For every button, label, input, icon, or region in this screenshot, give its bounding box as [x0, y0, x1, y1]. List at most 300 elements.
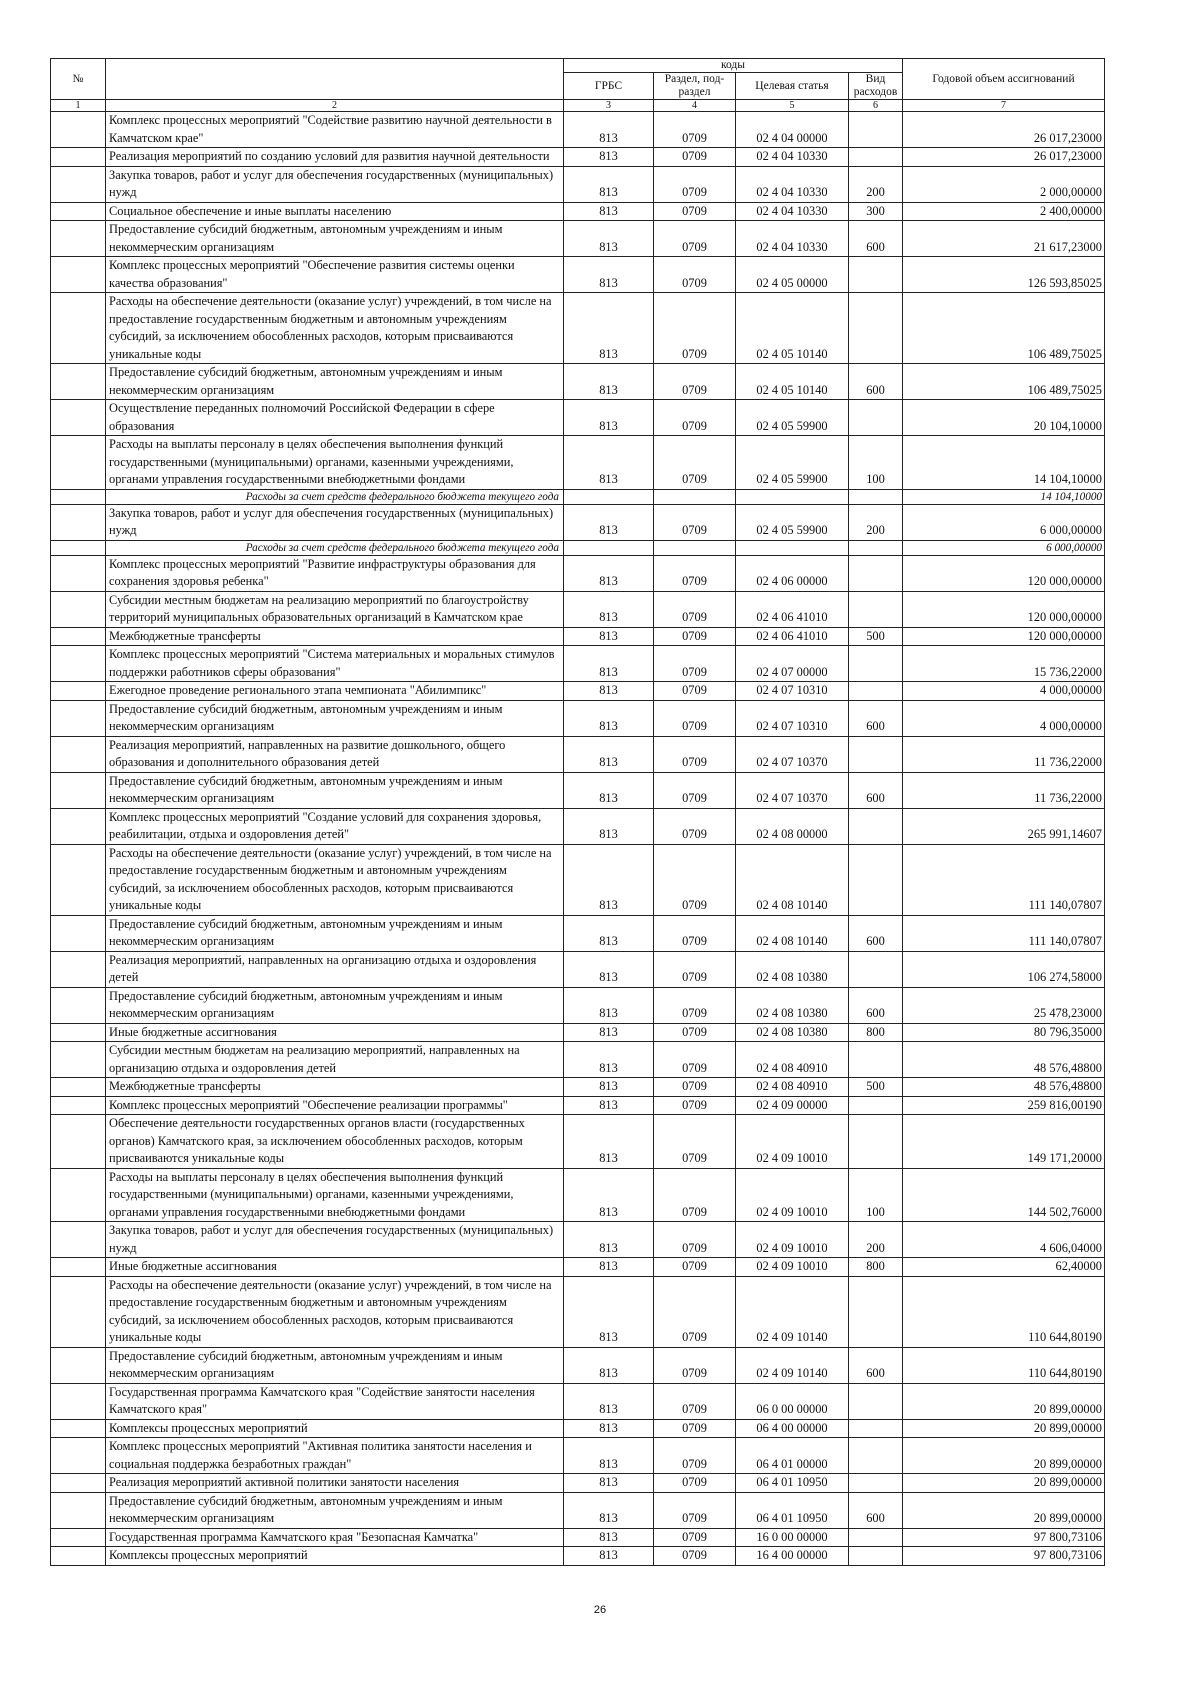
header-celevaya: Целевая статья [736, 73, 849, 100]
table-row [51, 1258, 1105, 1277]
cell-grbs: 813 [564, 646, 654, 682]
cell-num [51, 627, 106, 646]
cell-amount: 4 000,00000 [903, 682, 1105, 701]
cell-amount: 11 736,22000 [903, 736, 1105, 772]
cell-grbs: 813 [564, 1023, 654, 1042]
cell-celevaya-statya: 02 4 06 00000 [736, 555, 849, 591]
cell-amount: 26 017,23000 [903, 148, 1105, 167]
cell-grbs: 813 [564, 1078, 654, 1097]
cell-amount: 2 000,00000 [903, 166, 1105, 202]
cell-vid-rashodov: 100 [849, 1168, 903, 1222]
cell-num [51, 987, 106, 1023]
cell-razdel: 0709 [654, 1383, 736, 1419]
header-amount: Годовой объем ассигнований [903, 59, 1105, 100]
cell-celevaya-statya: 02 4 05 10140 [736, 364, 849, 400]
cell-grbs: 813 [564, 364, 654, 400]
cell-razdel: 0709 [654, 1023, 736, 1042]
cell-vid-rashodov: 500 [849, 627, 903, 646]
cell-amount: 259 816,00190 [903, 1096, 1105, 1115]
cell-name: Предоставление субсидий бюджетным, автономным учреждениям и иным некоммерческим организациям [106, 1347, 564, 1383]
cell-vid-rashodov: 800 [849, 1258, 903, 1277]
cell-razdel: 0709 [654, 148, 736, 167]
table-row [51, 951, 1105, 987]
cell-name: Межбюджетные трансферты [106, 1078, 564, 1097]
table-row [51, 1438, 1105, 1474]
column-number: 5 [736, 100, 849, 112]
cell-name: Осуществление переданных полномочий Российской Федерации в сфере образования [106, 400, 564, 436]
cell-num [51, 364, 106, 400]
cell-grbs: 813 [564, 202, 654, 221]
cell-celevaya-statya: 16 4 00 00000 [736, 1547, 849, 1566]
table-row [51, 1023, 1105, 1042]
cell-celevaya-statya: 02 4 08 10140 [736, 915, 849, 951]
cell-name: Комплекс процессных мероприятий "Обеспечение реализации программы" [106, 1096, 564, 1115]
cell-razdel: 0709 [654, 1042, 736, 1078]
cell-num [51, 504, 106, 540]
cell-num [51, 1168, 106, 1222]
cell-razdel: 0709 [654, 1492, 736, 1528]
cell-amount: 110 644,80190 [903, 1347, 1105, 1383]
cell-grbs: 813 [564, 1042, 654, 1078]
cell-razdel: 0709 [654, 1078, 736, 1097]
cell-vid-rashodov: 600 [849, 1492, 903, 1528]
cell-vid-rashodov [849, 1115, 903, 1169]
cell-vid-rashodov: 600 [849, 987, 903, 1023]
table-row [51, 987, 1105, 1023]
cell-name: Расходы на обеспечение деятельности (оказание услуг) учреждений, в том числе на предоставление государственным бюджетным и автономным учреждениям субсидий, за исключением обособленных расходов, которым присваиваются уникальные коды [106, 293, 564, 364]
cell-vid-rashodov [849, 1383, 903, 1419]
column-number: 3 [564, 100, 654, 112]
cell-amount: 4 606,04000 [903, 1222, 1105, 1258]
cell-name: Расходы на выплаты персоналу в целях обеспечения выполнения функций государственными (муниципальными) органами, казенными учреждениями, органами управления государственными внебюджетными фондами [106, 1168, 564, 1222]
cell-celevaya-statya: 02 4 08 10380 [736, 987, 849, 1023]
cell-amount: 265 991,14607 [903, 808, 1105, 844]
table-row [51, 736, 1105, 772]
table-row [51, 627, 1105, 646]
cell-name: Ежегодное проведение регионального этапа чемпионата "Абилимпикс" [106, 682, 564, 701]
cell-vid-rashodov [849, 1096, 903, 1115]
cell-vid-rashodov: 600 [849, 700, 903, 736]
cell-name: Комплекс процессных мероприятий "Система материальных и моральных стимулов поддержки работников сферы образования" [106, 646, 564, 682]
cell-celevaya-statya: 02 4 05 59900 [736, 504, 849, 540]
cell-celevaya-statya: 02 4 06 41010 [736, 591, 849, 627]
cell-razdel: 0709 [654, 682, 736, 701]
cell-razdel: 0709 [654, 627, 736, 646]
cell-amount: 4 000,00000 [903, 700, 1105, 736]
table-row [51, 112, 1105, 148]
cell-amount: 120 000,00000 [903, 627, 1105, 646]
cell-num [51, 1347, 106, 1383]
cell-celevaya-statya: 06 4 01 10950 [736, 1492, 849, 1528]
cell-razdel: 0709 [654, 1474, 736, 1493]
budget-table [50, 58, 1105, 1566]
cell-celevaya-statya: 02 4 04 10330 [736, 148, 849, 167]
cell-grbs: 813 [564, 1222, 654, 1258]
cell-amount: 80 796,35000 [903, 1023, 1105, 1042]
cell-grbs: 813 [564, 1168, 654, 1222]
table-row [51, 915, 1105, 951]
cell-grbs: 813 [564, 1258, 654, 1277]
cell-grbs: 813 [564, 772, 654, 808]
cell-grbs: 813 [564, 915, 654, 951]
table-row [51, 1078, 1105, 1097]
cell-name: Закупка товаров, работ и услуг для обеспечения государственных (муниципальных) нужд [106, 166, 564, 202]
table-row [51, 1419, 1105, 1438]
cell-razdel: 0709 [654, 364, 736, 400]
cell-num [51, 1528, 106, 1547]
cell-name: Реализация мероприятий по созданию условий для развития научной деятельности [106, 148, 564, 167]
table-row [51, 700, 1105, 736]
cell-grbs: 813 [564, 1096, 654, 1115]
cell-amount: 21 617,23000 [903, 221, 1105, 257]
cell-celevaya-statya: 02 4 08 00000 [736, 808, 849, 844]
cell-amount: 144 502,76000 [903, 1168, 1105, 1222]
cell-vid-rashodov [849, 591, 903, 627]
cell-grbs: 813 [564, 166, 654, 202]
cell-num [51, 436, 106, 490]
cell-amount: 120 000,00000 [903, 555, 1105, 591]
cell-num [51, 221, 106, 257]
cell-vid-rashodov [849, 844, 903, 915]
cell-num [51, 1383, 106, 1419]
cell-celevaya-statya: 02 4 04 10330 [736, 202, 849, 221]
cell-razdel: 0709 [654, 844, 736, 915]
cell-amount: 2 400,00000 [903, 202, 1105, 221]
cell-grbs: 813 [564, 293, 654, 364]
table-row [51, 1474, 1105, 1493]
table-row [51, 221, 1105, 257]
cell-razdel: 0709 [654, 736, 736, 772]
cell-grbs: 813 [564, 1492, 654, 1528]
cell-razdel: 0709 [654, 772, 736, 808]
cell-name: Иные бюджетные ассигнования [106, 1023, 564, 1042]
table-row [51, 1222, 1105, 1258]
cell-celevaya-statya: 02 4 08 40910 [736, 1078, 849, 1097]
cell-celevaya-statya: 02 4 08 10380 [736, 951, 849, 987]
table-row [51, 682, 1105, 701]
cell-vid-rashodov: 200 [849, 1222, 903, 1258]
cell-amount: 20 899,00000 [903, 1419, 1105, 1438]
cell-celevaya-statya: 02 4 04 10330 [736, 221, 849, 257]
cell-num [51, 148, 106, 167]
cell-razdel: 0709 [654, 221, 736, 257]
cell-name: Предоставление субсидий бюджетным, автономным учреждениям и иным некоммерческим организациям [106, 364, 564, 400]
cell-name: Предоставление субсидий бюджетным, автономным учреждениям и иным некоммерческим организациям [106, 700, 564, 736]
table-row [51, 257, 1105, 293]
cell-num [51, 844, 106, 915]
column-number: 4 [654, 100, 736, 112]
cell-grbs: 813 [564, 257, 654, 293]
column-number: 2 [106, 100, 564, 112]
cell-num [51, 489, 106, 504]
cell-name: Расходы на обеспечение деятельности (оказание услуг) учреждений, в том числе на предоставление государственным бюджетным и автономным учреждениям субсидий, за исключением обособленных расходов, которым присваиваются уникальные коды [106, 844, 564, 915]
cell-amount: 15 736,22000 [903, 646, 1105, 682]
cell-num [51, 1042, 106, 1078]
cell-vid-rashodov [849, 1438, 903, 1474]
cell-celevaya-statya: 02 4 05 00000 [736, 257, 849, 293]
cell-razdel: 0709 [654, 1276, 736, 1347]
column-number: 6 [849, 100, 903, 112]
table-row [51, 772, 1105, 808]
cell-amount: 97 800,73106 [903, 1547, 1105, 1566]
cell-razdel: 0709 [654, 915, 736, 951]
cell-name: Реализация мероприятий, направленных на организацию отдыха и оздоровления детей [106, 951, 564, 987]
cell-vid-rashodov: 200 [849, 504, 903, 540]
table-row [51, 400, 1105, 436]
cell-num [51, 700, 106, 736]
cell-num [51, 400, 106, 436]
table-row [51, 293, 1105, 364]
header-vid: Вид расходов [849, 73, 903, 100]
cell-name: Государственная программа Камчатского края "Безопасная Камчатка" [106, 1528, 564, 1547]
cell-grbs: 813 [564, 436, 654, 490]
table-note-row [51, 489, 1105, 504]
cell-razdel: 0709 [654, 400, 736, 436]
table-row [51, 436, 1105, 490]
cell-celevaya-statya: 02 4 09 10010 [736, 1222, 849, 1258]
cell-razdel [654, 489, 736, 504]
cell-razdel: 0709 [654, 257, 736, 293]
cell-vid-rashodov: 200 [849, 166, 903, 202]
cell-celevaya-statya: 02 4 07 00000 [736, 646, 849, 682]
header-name [106, 59, 564, 100]
cell-grbs: 813 [564, 1115, 654, 1169]
cell-num [51, 555, 106, 591]
cell-celevaya-statya: 02 4 07 10370 [736, 736, 849, 772]
cell-grbs: 813 [564, 1547, 654, 1566]
cell-name: Комплексы процессных мероприятий [106, 1419, 564, 1438]
cell-name: Комплекс процессных мероприятий "Развитие инфраструктуры образования для сохранения здоровья ребенка" [106, 555, 564, 591]
cell-razdel: 0709 [654, 951, 736, 987]
table-row [51, 1168, 1105, 1222]
cell-amount: 14 104,10000 [903, 436, 1105, 490]
cell-vid-rashodov: 300 [849, 202, 903, 221]
cell-name: Предоставление субсидий бюджетным, автономным учреждениям и иным некоммерческим организациям [106, 772, 564, 808]
cell-celevaya-statya: 06 4 00 00000 [736, 1419, 849, 1438]
cell-razdel: 0709 [654, 700, 736, 736]
table-row [51, 591, 1105, 627]
header-row-top [51, 59, 1105, 73]
cell-vid-rashodov [849, 257, 903, 293]
cell-razdel: 0709 [654, 591, 736, 627]
cell-amount: 20 899,00000 [903, 1474, 1105, 1493]
table-note-row [51, 540, 1105, 555]
cell-vid-rashodov [849, 646, 903, 682]
cell-num [51, 591, 106, 627]
cell-celevaya-statya [736, 489, 849, 504]
cell-name: Расходы за счет средств федерального бюджета текущего года [106, 540, 564, 555]
header-razdel: Раздел, под-раздел [654, 73, 736, 100]
cell-name: Субсидии местным бюджетам на реализацию мероприятий по благоустройству территорий муниципальных образовательных организаций в Камчатском крае [106, 591, 564, 627]
cell-vid-rashodov [849, 1042, 903, 1078]
cell-grbs: 813 [564, 504, 654, 540]
cell-grbs: 813 [564, 987, 654, 1023]
cell-celevaya-statya [736, 540, 849, 555]
cell-vid-rashodov [849, 1276, 903, 1347]
cell-celevaya-statya: 02 4 09 10010 [736, 1168, 849, 1222]
cell-name: Предоставление субсидий бюджетным, автономным учреждениям и иным некоммерческим организациям [106, 221, 564, 257]
cell-vid-rashodov: 100 [849, 436, 903, 490]
cell-amount: 106 489,75025 [903, 364, 1105, 400]
cell-vid-rashodov [849, 148, 903, 167]
cell-amount: 97 800,73106 [903, 1528, 1105, 1547]
cell-num [51, 1258, 106, 1277]
cell-vid-rashodov: 600 [849, 772, 903, 808]
cell-num [51, 166, 106, 202]
table-row [51, 1547, 1105, 1566]
cell-amount: 14 104,10000 [903, 489, 1105, 504]
cell-vid-rashodov [849, 1547, 903, 1566]
cell-name: Реализация мероприятий, направленных на развитие дошкольного, общего образования и дополнительного образования детей [106, 736, 564, 772]
cell-razdel: 0709 [654, 1168, 736, 1222]
cell-grbs [564, 489, 654, 504]
cell-vid-rashodov [849, 112, 903, 148]
cell-vid-rashodov [849, 555, 903, 591]
cell-razdel: 0709 [654, 555, 736, 591]
cell-vid-rashodov: 600 [849, 1347, 903, 1383]
cell-num [51, 1547, 106, 1566]
cell-vid-rashodov [849, 951, 903, 987]
cell-celevaya-statya: 02 4 05 59900 [736, 400, 849, 436]
cell-num [51, 1222, 106, 1258]
cell-vid-rashodov [849, 736, 903, 772]
cell-amount: 11 736,22000 [903, 772, 1105, 808]
cell-razdel: 0709 [654, 1419, 736, 1438]
table-body [51, 112, 1105, 1566]
cell-num [51, 1023, 106, 1042]
cell-num [51, 1419, 106, 1438]
cell-amount: 26 017,23000 [903, 112, 1105, 148]
cell-celevaya-statya: 02 4 09 10140 [736, 1276, 849, 1347]
cell-name: Расходы на выплаты персоналу в целях обеспечения выполнения функций государственными (муниципальными) органами, казенными учреждениями, органами управления государственными внебюджетными фондами [106, 436, 564, 490]
cell-num [51, 736, 106, 772]
cell-amount: 20 899,00000 [903, 1492, 1105, 1528]
cell-num [51, 951, 106, 987]
header-grbs: ГРБС [564, 73, 654, 100]
cell-num [51, 808, 106, 844]
cell-razdel: 0709 [654, 1547, 736, 1566]
cell-num [51, 1115, 106, 1169]
cell-amount: 149 171,20000 [903, 1115, 1105, 1169]
cell-num [51, 293, 106, 364]
header-codes: коды [564, 59, 903, 73]
table-row [51, 1528, 1105, 1547]
table-row [51, 555, 1105, 591]
cell-num [51, 915, 106, 951]
cell-name: Расходы на обеспечение деятельности (оказание услуг) учреждений, в том числе на предоставление государственным бюджетным и автономным учреждениям субсидий, за исключением обособленных расходов, которым присваиваются уникальные коды [106, 1276, 564, 1347]
table-row [51, 364, 1105, 400]
cell-celevaya-statya: 02 4 08 10380 [736, 1023, 849, 1042]
cell-razdel: 0709 [654, 1096, 736, 1115]
cell-razdel: 0709 [654, 112, 736, 148]
cell-grbs: 813 [564, 1276, 654, 1347]
cell-grbs: 813 [564, 700, 654, 736]
table-row [51, 1115, 1105, 1169]
table-row [51, 808, 1105, 844]
cell-razdel: 0709 [654, 1528, 736, 1547]
cell-celevaya-statya: 16 0 00 00000 [736, 1528, 849, 1547]
table-row [51, 1276, 1105, 1347]
column-number: 1 [51, 100, 106, 112]
cell-vid-rashodov [849, 1419, 903, 1438]
cell-celevaya-statya: 02 4 07 10370 [736, 772, 849, 808]
cell-grbs: 813 [564, 808, 654, 844]
cell-amount: 62,40000 [903, 1258, 1105, 1277]
cell-vid-rashodov [849, 293, 903, 364]
cell-amount: 25 478,23000 [903, 987, 1105, 1023]
cell-grbs: 813 [564, 400, 654, 436]
cell-celevaya-statya: 02 4 06 41010 [736, 627, 849, 646]
cell-vid-rashodov [849, 540, 903, 555]
cell-razdel: 0709 [654, 436, 736, 490]
cell-name: Реализация мероприятий активной политики занятости населения [106, 1474, 564, 1493]
table-row [51, 1492, 1105, 1528]
cell-num [51, 202, 106, 221]
cell-name: Субсидии местным бюджетам на реализацию мероприятий, направленных на организацию отдыха и оздоровления детей [106, 1042, 564, 1078]
cell-amount: 120 000,00000 [903, 591, 1105, 627]
cell-amount: 20 899,00000 [903, 1383, 1105, 1419]
cell-celevaya-statya: 02 4 05 10140 [736, 293, 849, 364]
cell-name: Комплекс процессных мероприятий "Содействие развитию научной деятельности в Камчатском крае" [106, 112, 564, 148]
cell-num [51, 540, 106, 555]
cell-amount: 48 576,48800 [903, 1042, 1105, 1078]
cell-name: Закупка товаров, работ и услуг для обеспечения государственных (муниципальных) нужд [106, 504, 564, 540]
cell-name: Расходы за счет средств федерального бюджета текущего года [106, 489, 564, 504]
cell-amount: 20 899,00000 [903, 1438, 1105, 1474]
cell-amount: 48 576,48800 [903, 1078, 1105, 1097]
cell-vid-rashodov: 800 [849, 1023, 903, 1042]
cell-num [51, 1492, 106, 1528]
cell-amount: 106 274,58000 [903, 951, 1105, 987]
cell-vid-rashodov [849, 489, 903, 504]
cell-amount: 6 000,00000 [903, 504, 1105, 540]
cell-num [51, 1276, 106, 1347]
header-num: № [51, 59, 106, 100]
cell-num [51, 112, 106, 148]
cell-name: Комплекс процессных мероприятий "Обеспечение развития системы оценки качества образования" [106, 257, 564, 293]
cell-num [51, 682, 106, 701]
cell-grbs: 813 [564, 844, 654, 915]
cell-name: Государственная программа Камчатского края "Содействие занятости населения Камчатского края" [106, 1383, 564, 1419]
table-row [51, 504, 1105, 540]
table-row [51, 1096, 1105, 1115]
cell-amount: 106 489,75025 [903, 293, 1105, 364]
cell-grbs [564, 540, 654, 555]
cell-grbs: 813 [564, 1474, 654, 1493]
cell-name: Межбюджетные трансферты [106, 627, 564, 646]
cell-grbs: 813 [564, 627, 654, 646]
cell-razdel: 0709 [654, 202, 736, 221]
cell-celevaya-statya: 02 4 04 10330 [736, 166, 849, 202]
cell-celevaya-statya: 02 4 04 00000 [736, 112, 849, 148]
cell-razdel: 0709 [654, 1222, 736, 1258]
cell-vid-rashodov: 600 [849, 364, 903, 400]
cell-name: Иные бюджетные ассигнования [106, 1258, 564, 1277]
cell-celevaya-statya: 02 4 09 10010 [736, 1258, 849, 1277]
table-row [51, 202, 1105, 221]
cell-celevaya-statya: 06 0 00 00000 [736, 1383, 849, 1419]
cell-razdel: 0709 [654, 646, 736, 682]
cell-razdel: 0709 [654, 1115, 736, 1169]
cell-celevaya-statya: 02 4 05 59900 [736, 436, 849, 490]
cell-amount: 6 000,00000 [903, 540, 1105, 555]
cell-celevaya-statya: 06 4 01 10950 [736, 1474, 849, 1493]
cell-grbs: 813 [564, 148, 654, 167]
cell-razdel [654, 540, 736, 555]
cell-name: Комплексы процессных мероприятий [106, 1547, 564, 1566]
page-number: 26 [593, 1604, 607, 1616]
cell-celevaya-statya: 02 4 08 10140 [736, 844, 849, 915]
